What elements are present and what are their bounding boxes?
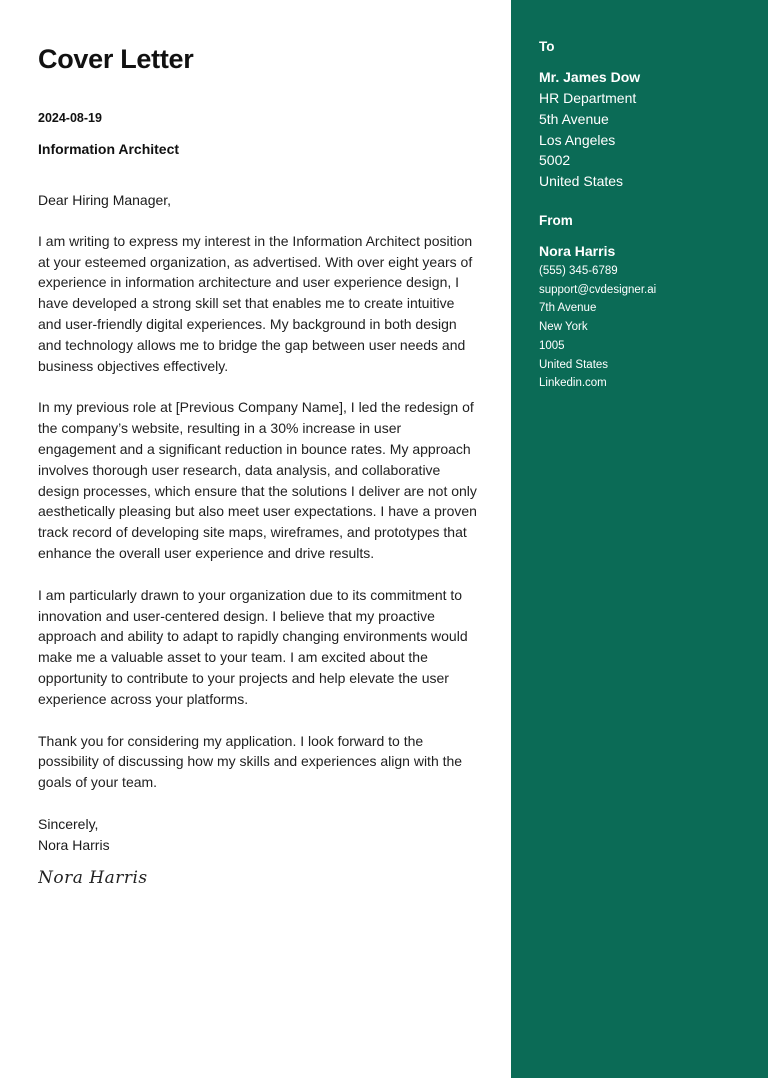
recipient-line: HR Department bbox=[539, 90, 637, 106]
recipient-name: Mr. James Dow bbox=[539, 69, 641, 85]
page-title: Cover Letter bbox=[38, 44, 194, 74]
recipient-line: United States bbox=[539, 173, 624, 190]
contact-sidebar bbox=[511, 0, 768, 1078]
sender-street: 7th Avenue bbox=[539, 302, 597, 315]
handwritten-signature bbox=[38, 864, 481, 890]
from-heading: From bbox=[539, 212, 573, 228]
sender-zip: 1005 bbox=[539, 339, 565, 352]
signature-graphic bbox=[38, 864, 158, 890]
sender-linkedin: Linkedin.com bbox=[539, 377, 607, 390]
to-heading: To bbox=[539, 39, 555, 54]
paragraph-3: I am particularly drawn to your organization due to its commitment to innovation and user-centered design. I believe that my proactive approach and ability to adapt to rapidly changing environments would make me a valuable asset to your team. I am excited about the opportunity to contribute to your projects and help elevate the user experience across your platforms. bbox=[38, 586, 468, 707]
sender-block bbox=[539, 212, 748, 393]
sender-city: New York bbox=[539, 321, 588, 334]
sender-email: support@cvdesigner.ai bbox=[539, 283, 657, 296]
sender-phone: (555) 345-6789 bbox=[539, 264, 618, 277]
sender-country: United States bbox=[539, 358, 609, 371]
closing: Sincerely, bbox=[38, 815, 99, 832]
sign-name: Nora Harris bbox=[38, 836, 110, 853]
recipient-block bbox=[539, 38, 748, 192]
letter-date: 2024-08-19 bbox=[38, 111, 102, 125]
salutation: Dear Hiring Manager, bbox=[38, 192, 172, 208]
sender-name: Nora Harris bbox=[539, 242, 616, 259]
job-title: Information Architect bbox=[38, 141, 180, 157]
recipient-line: 5002 bbox=[539, 152, 571, 169]
recipient-line: Los Angeles bbox=[539, 131, 616, 148]
paragraph-2: In my previous role at [Previous Company Name], I led the redesign of the company’s website, resulting in a 30% increase in user engagement and a significant reduction in bounce rates. My approach involves thorough user research, data analysis, and collaborative design processes, which ensure that the solutions I deliver are not only aesthetically pleasing but also meet user expectations. I have a proven track record of developing site maps, wireframes, and prototypes that enhance the overall user experience and drive results. bbox=[38, 399, 477, 561]
recipient-line: 5th Avenue bbox=[539, 110, 609, 127]
paragraph-1: I am writing to express my interest in the Information Architect position at your esteemed organization, as advertised. With over eight years of experience in information architecture and user experience design, I have developed a strong skill set that enables me to create intuitive and user-friendly digital experiences. My background in both design and technology allows me to bridge the gap between user needs and business objectives effectively. bbox=[38, 232, 473, 374]
paragraph-4: Thank you for considering my application. I look forward to the possibility of discussing how my skills and experiences align with the goals of your team. bbox=[38, 732, 463, 791]
svg-text:Nora Harris: Nora Harris bbox=[38, 867, 148, 888]
